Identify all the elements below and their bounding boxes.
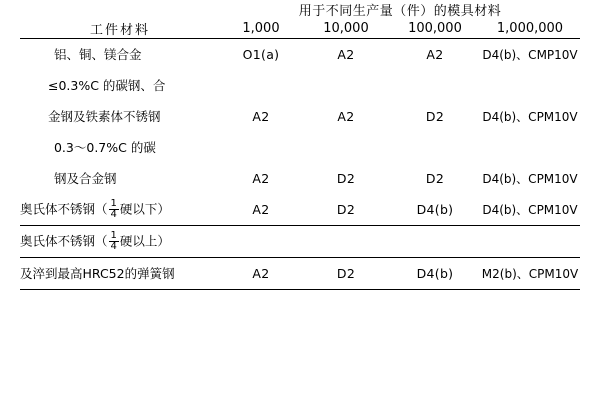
- bottom-rule-material: [20, 290, 220, 291]
- row-value-qty-1000: [220, 226, 302, 258]
- row-value-qty-1000000: M2(b)、CPM10V: [480, 258, 580, 290]
- row-material-label: [20, 194, 220, 226]
- table-row: [20, 194, 580, 226]
- row-value-qty-10000: D2: [336, 202, 356, 217]
- row-value-qty-1000: A2: [252, 202, 270, 217]
- row-material-label: ≤0.3%C 的碳钢、合: [47, 77, 166, 93]
- fraction-numerator: 1: [110, 197, 117, 209]
- table-row: [20, 39, 580, 71]
- row-value-qty-10000: D2: [302, 258, 390, 290]
- column-header-qty-1000000: 1,000,000: [496, 21, 564, 36]
- row-value-qty-100000: A2: [390, 39, 480, 71]
- row-material-label: 钢及合金钢: [53, 170, 117, 186]
- table-bottom-rule-row: [20, 290, 580, 291]
- table-spanning-header-row: [20, 0, 580, 19]
- row-material-suffix: 硬以下）: [119, 201, 170, 216]
- column-header-qty-10000: 10,000: [323, 21, 369, 36]
- table-row: [20, 101, 580, 132]
- row-value-qty-100000: [390, 132, 480, 163]
- row-value-qty-1000000: D4(b)、CPM10V: [482, 172, 578, 186]
- row-value-qty-10000: [302, 70, 390, 101]
- table-row: [20, 258, 580, 290]
- row-value-qty-1000000: [480, 70, 580, 101]
- fraction-denominator: 4: [110, 241, 117, 252]
- row-value-qty-10000: A2: [302, 39, 390, 71]
- row-material-prefix: 奥氏体不锈钢（: [19, 233, 108, 248]
- row-material-label: 及淬到最高HRC52的弹簧钢: [20, 258, 220, 290]
- row-material-label: 铝、铜、镁合金: [20, 39, 220, 71]
- row-value-qty-100000: D4(b): [390, 258, 480, 290]
- row-value-qty-1000: [220, 70, 302, 101]
- row-value-qty-1000000: D4(b)、CMP10V: [480, 39, 580, 71]
- row-value-qty-10000: A2: [337, 109, 355, 124]
- row-value-qty-1000: O1(a): [220, 39, 302, 71]
- row-value-qty-1000: A2: [252, 171, 270, 186]
- row-value-qty-100000: [390, 70, 480, 101]
- row-value-qty-1000: A2: [220, 258, 302, 290]
- row-material-prefix: 奥氏体不锈钢（: [19, 201, 108, 216]
- row-value-qty-1000000: D4(b)、CPM10V: [482, 110, 578, 124]
- table-row: [20, 163, 580, 194]
- die-material-table: [20, 0, 580, 290]
- row-value-qty-100000: D2: [425, 109, 445, 124]
- bottom-rule-qty-10000: [302, 290, 390, 291]
- row-value-qty-1000: [220, 132, 302, 163]
- row-value-qty-10000: D2: [336, 171, 356, 186]
- row-value-qty-1000000: D4(b)、CPM10V: [482, 203, 578, 217]
- column-header-qty-100000: 100,000: [408, 21, 462, 36]
- column-header-qty-1000: 1,000: [242, 21, 280, 36]
- row-value-qty-1000000: [480, 132, 580, 163]
- bottom-rule-qty-1000: [220, 290, 302, 291]
- spanning-header-spacer: [20, 0, 220, 19]
- row-value-qty-1000000: [480, 226, 580, 258]
- fraction-numerator: 1: [110, 229, 117, 241]
- row-material-label: [20, 226, 220, 258]
- fraction-quarter: [109, 199, 119, 221]
- row-value-qty-100000: [390, 226, 480, 258]
- row-value-qty-1000: A2: [252, 109, 270, 124]
- row-material-suffix: 硬以上）: [119, 233, 170, 248]
- row-value-qty-100000: D2: [425, 171, 445, 186]
- fraction-denominator: 4: [110, 209, 117, 220]
- spanning-header-label: 用于不同生产量（件）的模具材料: [298, 4, 502, 19]
- row-value-qty-10000: [302, 226, 390, 258]
- row-value-qty-100000: D4(b): [416, 202, 454, 217]
- bottom-rule-qty-1000000: [480, 290, 580, 291]
- table-row: [20, 226, 580, 258]
- row-value-qty-10000: [302, 132, 390, 163]
- row-material-label: 金钢及铁素体不锈钢: [47, 108, 161, 124]
- column-header-material: 工件材料: [89, 23, 150, 38]
- fraction-quarter: [109, 231, 119, 253]
- table-row: [20, 132, 580, 163]
- table-header-row: [20, 19, 580, 39]
- row-material-label: 0.3～0.7%C 的碳: [53, 139, 156, 155]
- table-row: [20, 70, 580, 101]
- bottom-rule-qty-100000: [390, 290, 480, 291]
